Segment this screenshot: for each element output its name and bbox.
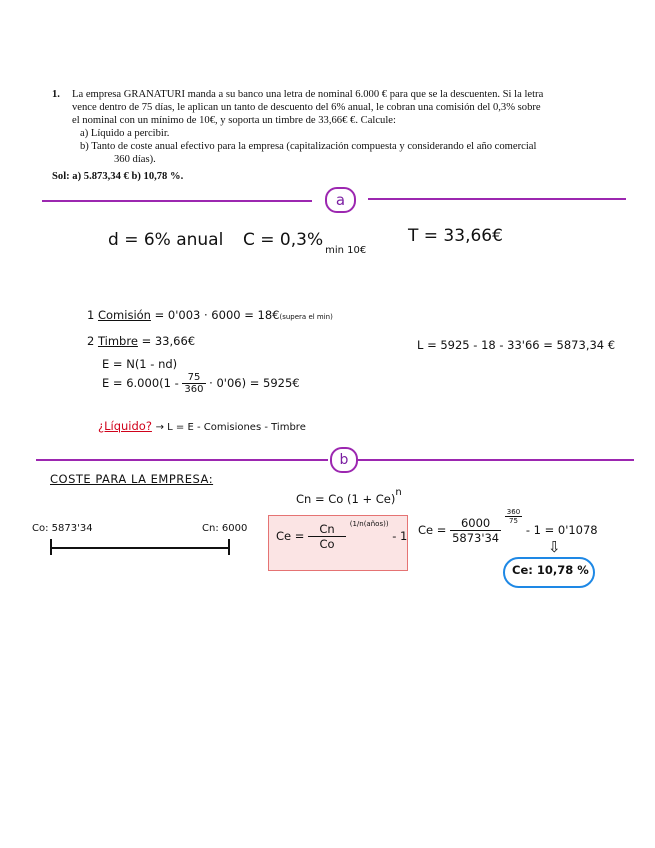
problem-line-1: La empresa GRANATURI manda a su banco una letra de nominal 6.000 € para que se la descuenten. Si la letra (72, 89, 544, 100)
compound-formula (296, 487, 402, 506)
box-lhs: Ce = (276, 529, 305, 543)
calc-numerator: 6000 (450, 516, 501, 531)
calc-e-denominator: 360 (184, 384, 204, 395)
problem-number: 1. (52, 89, 60, 100)
effective-formula: E = N(1 - nd) (102, 357, 178, 371)
problem-statement (52, 88, 612, 166)
solution-line: Sol: a) 5.873,34 € b) 10,78 %. (52, 171, 184, 182)
calc-tail: - 1 = 0'1078 (525, 523, 598, 537)
calc-exp-denominator: 75 (509, 517, 518, 525)
step2-label: Timbre (97, 334, 138, 348)
liquid-question-label: ¿Líquido? (98, 419, 152, 433)
section-b-badge: b (330, 447, 358, 473)
compound-formula-exp: n (395, 487, 402, 498)
rate-calculation (418, 508, 598, 545)
discount-rate: d = 6% anual (108, 230, 224, 250)
step2-value: = 33,66€ (141, 334, 196, 348)
formula-box-content (276, 522, 407, 551)
calc-exponent (505, 508, 522, 525)
box-exponent: (1/n(años)) (349, 520, 389, 528)
liquid-result: L = 5925 - 18 - 33'66 = 5873,34 € (417, 338, 616, 352)
section-b-title: COSTE PARA LA EMPRESA: (50, 472, 214, 486)
step1-number: 1 (87, 308, 95, 322)
timeline-tick-start (50, 539, 52, 555)
liquid-formula: → L = E - Comisiones - Timbre (155, 422, 306, 433)
problem-item-b-cont: 360 días). (114, 154, 156, 165)
timeline-line (51, 547, 229, 549)
calc-e-pre: E = 6.000(1 - (102, 376, 179, 390)
timeline-cn: Cn: 6000 (202, 523, 248, 534)
calc-lhs: Ce = (418, 523, 447, 537)
divider-a-right (368, 198, 626, 200)
calc-exp-numerator: 360 (506, 508, 521, 516)
calc-denominator: 5873'34 (452, 531, 500, 545)
problem-line-2: vence dentro de 75 días, le aplican un tanto de descuento del 6% anual, le cobran una comisión del 0,3% sobre (72, 102, 541, 113)
step-stamp (87, 334, 195, 348)
liquid-question (98, 419, 306, 433)
final-result: Ce: 10,78 % (512, 563, 589, 577)
effective-calculation (102, 372, 300, 395)
divider-a-left (42, 200, 312, 202)
divider-b-left (36, 459, 328, 461)
divider-b-right (356, 459, 634, 461)
problem-item-b: b) Tanto de coste anual efectivo para la empresa (capitalización compuesta y considerando el año comercial (80, 141, 537, 152)
calc-e-post: · 0'06) = 5925€ (209, 376, 300, 390)
commission-min: min 10€ (325, 245, 367, 256)
step1-label: Comisión (97, 308, 151, 322)
calc-fraction (450, 516, 501, 545)
step-commission (87, 308, 333, 322)
box-tail: - 1 (392, 529, 408, 543)
problem-line-3: el nominal con un mínimo de 10€, y soporta un timbre de 33,66€ €. Calcule: (72, 115, 396, 126)
down-arrow-icon: ⇩ (548, 538, 561, 556)
step2-number: 2 (87, 334, 95, 348)
step1-note: (supera el min) (279, 313, 333, 321)
box-fraction (308, 522, 346, 551)
timeline-tick-end (228, 539, 230, 555)
compound-formula-base: Cn = Co (1 + Ce) (296, 492, 396, 506)
calc-e-fraction (182, 372, 205, 395)
timeline-c0: Co: 5873'34 (32, 523, 93, 534)
calc-e-numerator: 75 (182, 372, 205, 384)
stamp-tax: T = 33,66€ (408, 226, 503, 246)
section-a-badge: a (325, 187, 356, 213)
commission-rate-value: C = 0,3% (243, 230, 324, 250)
box-numerator: Cn (308, 522, 346, 537)
box-denominator: Co (319, 537, 335, 551)
commission-rate (243, 230, 367, 256)
step1-calc: = 0'003 · 6000 = 18€ (154, 308, 280, 322)
problem-item-a: a) Líquido a percibir. (80, 128, 170, 139)
